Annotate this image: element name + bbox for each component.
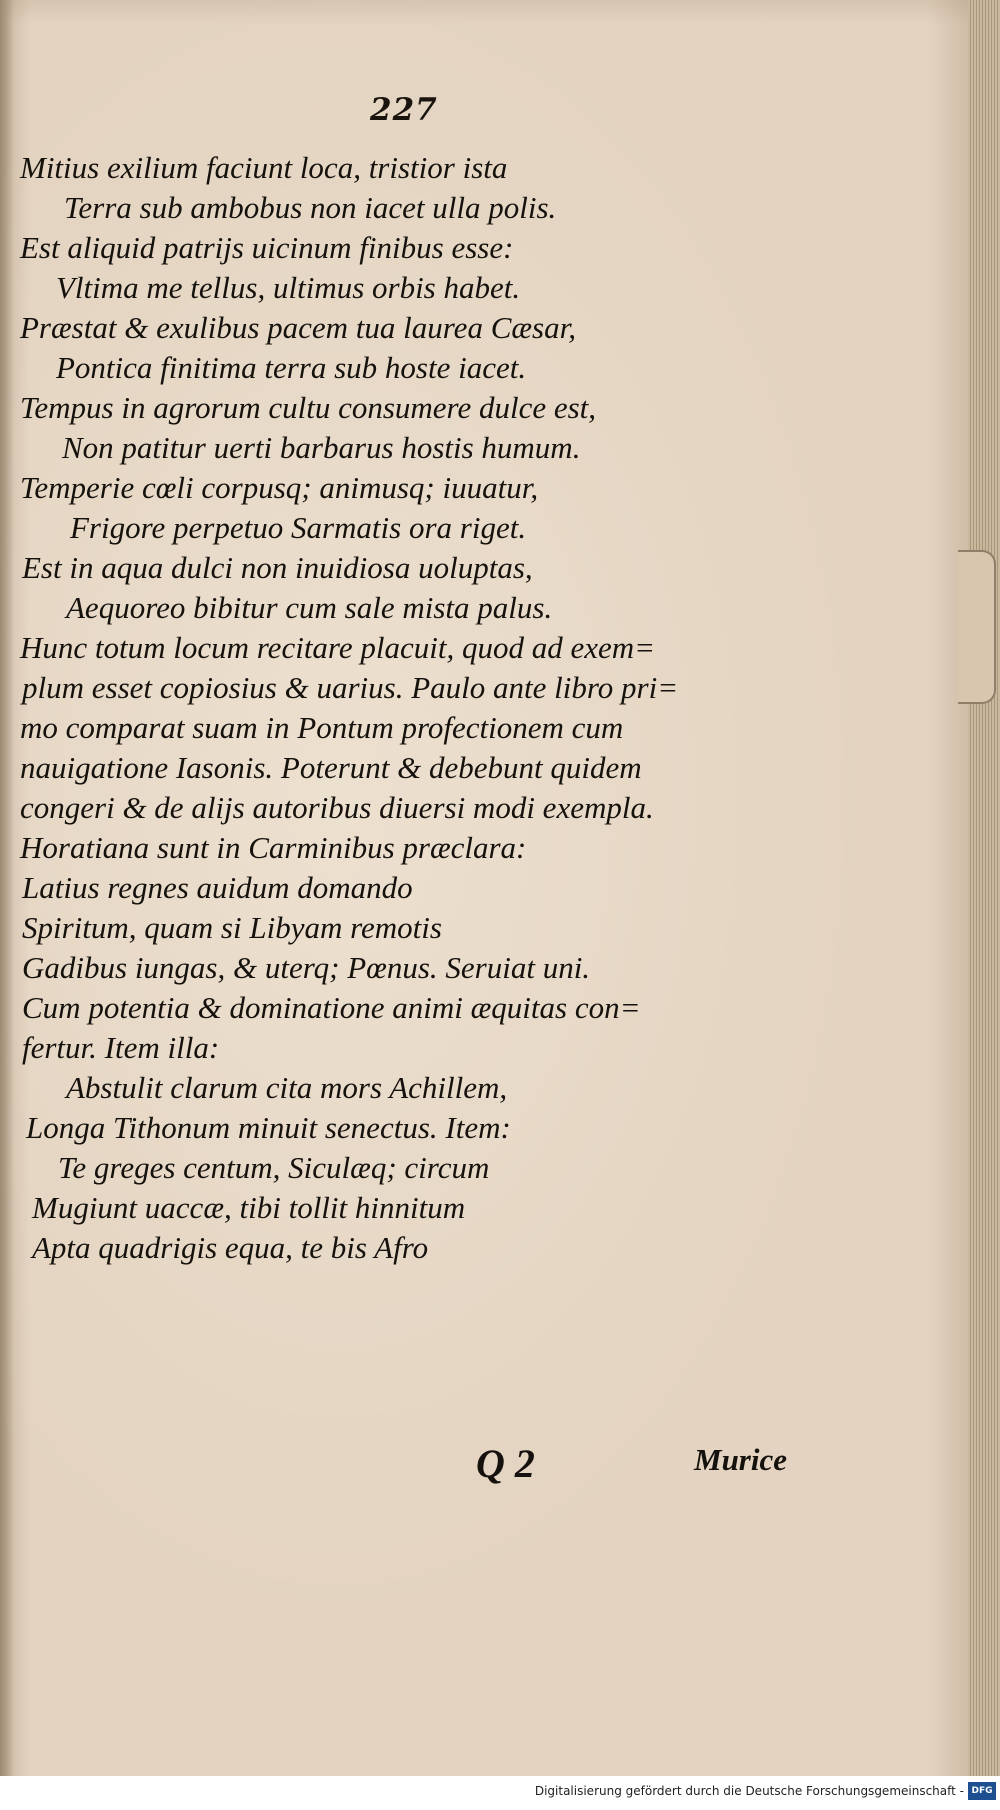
page-footer <box>0 1440 968 1490</box>
text-line: Vltima me tellus, ultimus orbis habet. <box>56 270 521 305</box>
text-line: Præstat & exulibus pacem tua laurea Cæsar, <box>20 310 576 345</box>
text-line: Spiritum, quam si Libyam remotis <box>22 910 442 945</box>
text-line: Tempus in agrorum cultu consumere dulce est, <box>20 390 597 425</box>
text-line: Aequoreo bibitur cum sale mista palus. <box>66 590 553 625</box>
page-fold <box>958 550 996 704</box>
text-line: Pontica finitima terra sub hoste iacet. <box>56 350 527 385</box>
text-line: plum esset copiosius & uarius. Paulo ante libro pri= <box>22 670 679 705</box>
text-line: mo comparat suam in Pontum profectionem cum <box>20 710 624 745</box>
text-line: Apta quadrigis equa, te bis Afro <box>32 1230 429 1265</box>
text-line: Horatiana sunt in Carminibus præclara: <box>20 830 527 865</box>
text-line: congeri & de alijs autoribus diuersi modi exempla. <box>20 790 654 825</box>
binding-shadow <box>0 0 14 1776</box>
text-line: Abstulit clarum cita mors Achillem, <box>66 1070 508 1105</box>
text-line: Mugiunt uaccæ, tibi tollit hinnitum <box>32 1190 466 1225</box>
text-line: Cum potentia & dominatione animi æquitas con= <box>22 990 641 1025</box>
dfg-logo: DFG <box>968 1782 996 1800</box>
text-line: nauigatione Iasonis. Poterunt & debebunt quidem <box>20 750 642 785</box>
text-line: Gadibus iungas, & uterq; Pœnus. Seruiat uni. <box>22 950 591 985</box>
text-line: Est aliquid patrijs uicinum finibus esse: <box>20 230 514 265</box>
text-line: Non patitur uerti barbarus hostis humum. <box>62 430 581 465</box>
text-line: Hunc totum locum recitare placuit, quod ad exem= <box>20 630 656 665</box>
text-line: Latius regnes auidum domando <box>22 870 413 905</box>
text-line: Est in aqua dulci non inuidiosa uoluptas, <box>22 550 533 585</box>
text-line: Terra sub ambobus non iacet ulla polis. <box>64 190 557 225</box>
page-number: 227 <box>370 92 438 128</box>
catchword: Murice <box>694 1442 787 1477</box>
text-line: Frigore perpetuo Sarmatis ora riget. <box>70 510 527 545</box>
text-line: Temperie cœli corpusq; animusq; iuuatur, <box>20 470 539 505</box>
text-line: Longa Tithonum minuit senectus. Item: <box>26 1110 511 1145</box>
funding-credit: Digitalisierung gefördert durch die Deutsche Forschungsgemeinschaft - <box>534 1784 964 1798</box>
text-line: Te greges centum, Siculæq; circum <box>58 1150 490 1185</box>
credit-bar <box>0 1776 1000 1810</box>
page-edges <box>968 0 1000 1776</box>
signature-mark: Q 2 <box>476 1441 535 1486</box>
text-line: fertur. Item illa: <box>22 1030 220 1065</box>
text-line: Mitius exilium faciunt loca, tristior ista <box>20 150 508 185</box>
